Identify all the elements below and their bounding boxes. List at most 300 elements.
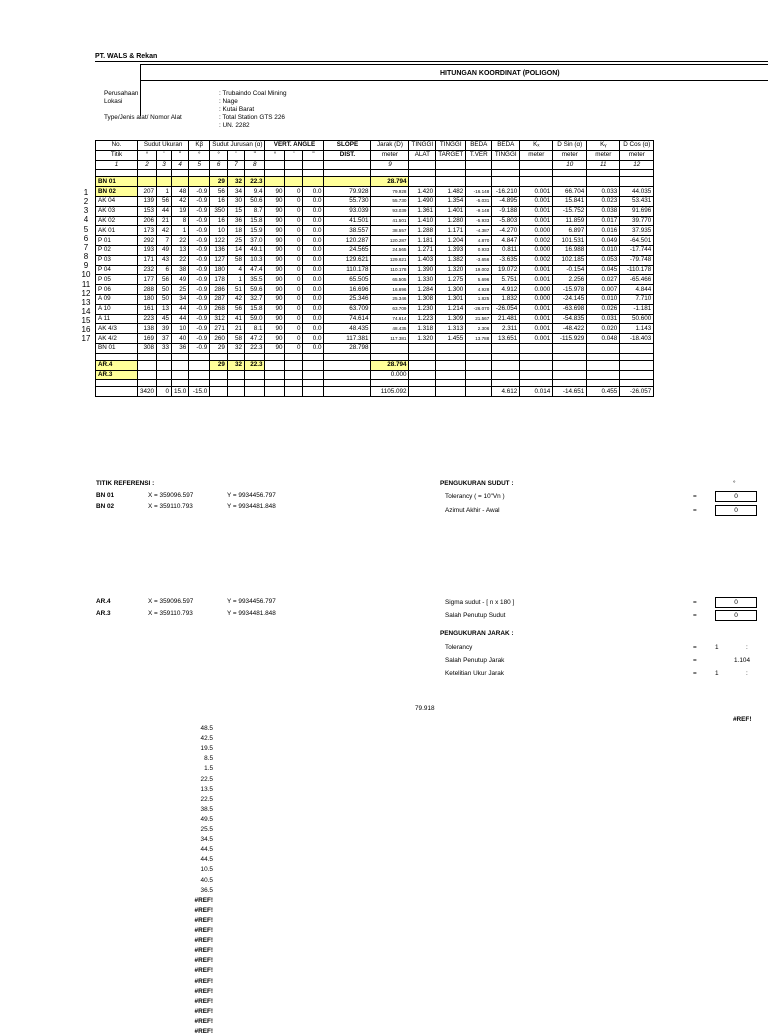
header-cell: T.VER [466,150,492,160]
table-cell: 0.038 [587,206,620,216]
table-cell: -0.9 [189,196,210,206]
table-cell: -110.178 [620,265,654,275]
table-cell: 1.825 [466,294,492,304]
table-cell: 1.171 [436,226,466,236]
table-row [96,324,654,334]
table-cell [492,177,520,187]
table-cell: 0.020 [587,324,620,334]
table-cell [436,387,466,397]
info-values [219,90,287,130]
header-cell: ° [210,150,228,160]
info-value: : Nage [219,98,238,105]
table-cell: 1.223 [409,314,436,324]
table-cell: -26.054 [492,304,520,314]
table-cell: 0.014 [520,387,553,397]
table-cell [466,343,492,353]
column-number: 12 [620,160,654,170]
table-cell: 120.287 [324,236,371,246]
table-cell: 10 [172,324,189,334]
table-cell: 15.8 [244,304,265,314]
table-cell: 0.0 [303,343,324,353]
table-cell: 0.001 [520,187,553,197]
table-cell: 207 [138,187,157,197]
column-value: 13.5 [200,785,213,793]
table-cell: 0.001 [520,216,553,226]
table-cell: 0.0 [303,206,324,216]
info-value: : Kutai Barat [219,106,255,113]
table-cell: 0.016 [587,226,620,236]
sudut-label: Tolerancy ( = 10"Vn ) [445,493,505,500]
column-value: #REF! [194,906,213,914]
table-cell [466,370,492,380]
table-cell: 6.897 [553,226,587,236]
table-cell: 29 [210,360,228,370]
header-cell: TINGGI [492,150,520,160]
header-cell: meter [520,150,553,160]
table-row [96,275,654,285]
table-cell: 0.0 [303,275,324,285]
table-cell: 50.6 [244,196,265,206]
table-row [96,196,654,206]
table-cell: 44 [172,304,189,314]
table-cell: 43 [157,255,172,265]
column-value: #REF! [194,957,213,965]
ref-y: Y = 9934481.848 [227,503,276,510]
table-cell: 0.0 [303,236,324,246]
table-cell: 7 [157,236,172,246]
table-cell: 45 [157,314,172,324]
table-cell [520,343,553,353]
table-cell: 93.039 [324,206,371,216]
header-cell: DIST. [324,150,371,160]
point-name: A 11 [96,314,138,324]
ref-x: X = 359110.793 [148,610,193,617]
table-cell: 0.001 [520,314,553,324]
table-cell [157,170,172,177]
table-cell [553,380,587,387]
table-cell [285,370,303,380]
table-cell: -0.9 [189,314,210,324]
point-name: P 05 [96,275,138,285]
table-cell: 38 [172,265,189,275]
table-cell: 42 [157,226,172,236]
table-cell [409,170,436,177]
table-cell: 0.053 [587,255,620,265]
table-cell: 173 [138,226,157,236]
table-cell: 90 [265,255,285,265]
table-cell: 1.313 [436,324,466,334]
table-cell: 6 [157,265,172,275]
table-cell: 0.0 [303,187,324,197]
table-cell: 47.4 [244,265,265,275]
table-cell: 38.557 [371,226,409,236]
table-cell: 0.0 [303,196,324,206]
table-cell: 16 [210,196,228,206]
info-value: : Total Station GTS 226 [219,114,285,121]
table-cell [520,360,553,370]
table-cell: 36 [172,343,189,353]
table-cell: 122 [210,236,228,246]
table-cell [227,370,244,380]
table-row [96,294,654,304]
table-cell [324,353,371,360]
table-cell [172,353,189,360]
table-cell: 0.000 [520,285,553,295]
table-cell: -5.031 [466,196,492,206]
table-cell: -0.9 [189,187,210,197]
ref-x: X = 359110.793 [148,503,193,510]
table-cell: 4 [227,265,244,275]
header-rule [95,61,768,62]
table-cell: 4.912 [492,285,520,295]
table-cell: 0 [285,206,303,216]
table-cell [492,370,520,380]
point-name: AK 4/3 [96,324,138,334]
table-cell [210,370,228,380]
table-cell: 44 [157,206,172,216]
table-cell: 1.330 [409,275,436,285]
table-cell: 1.309 [436,314,466,324]
column-value: 40.5 [200,876,213,884]
table-cell: 0.001 [520,275,553,285]
table-cell: -1.181 [620,304,654,314]
column-value: #REF! [194,927,213,934]
table-cell: 41.501 [324,216,371,226]
column-number: 4 [172,160,189,170]
point-name: AK 03 [96,206,138,216]
table-cell: 15.9 [244,226,265,236]
spacer-row [96,380,654,387]
table-cell [553,353,587,360]
table-cell [210,353,228,360]
ref-list-2 [96,598,296,622]
table-cell: 1105.092 [371,387,409,397]
column-number: 5 [189,160,210,170]
info-label: Type/Jenis alat/ Nomor Alat [104,114,182,121]
table-cell: 102.185 [553,255,587,265]
table-cell [244,370,265,380]
table-cell: 90 [265,236,285,246]
header-cell: Kβ [189,141,210,151]
table-cell [265,170,285,177]
table-cell: 0 [285,324,303,334]
table-cell: 32.7 [244,294,265,304]
table-cell: 1.382 [436,255,466,265]
table-cell: 22 [172,236,189,246]
sudut-value-box: 0 [715,505,757,516]
table-cell: 1.181 [409,236,436,246]
row-number: 15 [81,316,91,326]
table-cell: 0.001 [520,304,553,314]
table-cell: -115.929 [553,334,587,344]
table-cell: 139 [138,196,157,206]
table-cell: 136 [210,245,228,255]
table-cell: 5.696 [466,275,492,285]
table-cell: 1.301 [436,294,466,304]
table-cell: 8 [172,216,189,226]
column-number: 2 [138,160,157,170]
header-cell: " [172,150,189,160]
table-cell [587,170,620,177]
table-cell: 10.3 [244,255,265,265]
table-cell: 0.0 [303,216,324,226]
header-cell: BEDA [466,141,492,151]
table-cell: -16.148 [466,187,492,197]
table-cell: 0.0 [303,265,324,275]
table-cell [210,387,228,397]
table-cell [244,353,265,360]
table-cell: 180 [138,294,157,304]
table-cell: 50 [157,294,172,304]
point-name: AR.3 [96,370,138,380]
table-cell: 22.3 [244,360,265,370]
table-cell: 13.651 [492,334,520,344]
row-number: 8 [83,252,89,262]
table-cell: 55.730 [371,196,409,206]
table-cell: 29 [210,343,228,353]
table-cell: 32 [227,177,244,187]
table-cell: 13 [172,245,189,255]
table-cell: 0 [285,304,303,314]
table-cell: 56 [227,304,244,314]
table-cell: 0.001 [520,324,553,334]
table-cell [303,353,324,360]
table-cell: 47.2 [244,334,265,344]
sudut-value-box: 0 [715,491,757,502]
point-name: AK 4/2 [96,334,138,344]
table-cell: -0.9 [189,265,210,275]
ref-name: AR.3 [96,610,111,617]
table-cell: 0.001 [520,265,553,275]
table-cell: 138 [138,324,157,334]
table-cell: 1.271 [409,245,436,255]
ref-name: AR.4 [96,598,111,605]
table-row [96,206,654,216]
table-cell: 14 [227,245,244,255]
table-cell: 1.403 [409,255,436,265]
row-number: 14 [81,306,91,316]
table-cell: 37 [157,334,172,344]
table-cell: -26.057 [620,387,654,397]
table-cell: 65.505 [324,275,371,285]
table-cell [620,380,654,387]
jarak-v2: : [746,670,748,677]
header-cell: Titik [96,150,138,160]
header-cell: ' [157,150,172,160]
table-cell [227,353,244,360]
table-cell: 232 [138,265,157,275]
point-name: P 01 [96,236,138,246]
table-cell [265,177,285,187]
table-cell: 0.023 [587,196,620,206]
table-cell [303,360,324,370]
end-row [96,370,654,380]
table-cell [620,370,654,380]
header-cell: BEDA [492,141,520,151]
table-cell: 180 [210,265,228,275]
table-cell [553,370,587,380]
column-number: 6 [210,160,228,170]
table-cell: -15.0 [189,387,210,397]
table-cell: 110.178 [324,265,371,275]
header-cell: TINGGI [436,141,466,151]
table-cell [587,343,620,353]
table-cell: 59.0 [244,314,265,324]
table-cell [157,177,172,187]
table-cell [409,360,436,370]
table-cell: 0.0 [303,226,324,236]
header-cell: meter [553,150,587,160]
table-cell: 0.0 [303,245,324,255]
table-cell: 34 [172,294,189,304]
column-number: 11 [587,160,620,170]
table-row [96,314,654,324]
table-cell: 56 [157,275,172,285]
header-cell: D Cos (α) [620,141,654,151]
table-cell [587,380,620,387]
table-cell: 129.621 [371,255,409,265]
table-cell: 1.230 [409,304,436,314]
table-cell: 22 [172,255,189,265]
table-cell: 0.000 [520,226,553,236]
jarak-v1: 1 [715,670,719,677]
row-number: 2 [83,197,89,207]
header-cell: ° [189,150,210,160]
jarak-label: Ketelitian Ukur Jarak [445,670,504,677]
table-cell [285,387,303,397]
sudut-label: Azimut Akhir - Awal [445,507,500,514]
table-cell [244,170,265,177]
table-cell: 5.751 [492,275,520,285]
point-name: P 04 [96,265,138,275]
point-name: AK 01 [96,226,138,236]
table-cell [492,343,520,353]
row-number: 7 [83,242,89,252]
table-cell: 90 [265,343,285,353]
table-cell: 178 [210,275,228,285]
column-value: #REF! [194,977,213,985]
table-cell [265,387,285,397]
table-cell [285,177,303,187]
table-cell: 1.490 [409,196,436,206]
column-value: 44.5 [200,856,213,864]
jarak-v2: : [746,644,748,651]
table-cell: 0.0 [303,255,324,265]
table-cell [303,370,324,380]
table-cell: 0.811 [492,245,520,255]
point-name: BN 01 [96,343,138,353]
jarak-eq: = [693,670,697,677]
table-cell: 28.794 [371,177,409,187]
table-cell [189,353,210,360]
table-cell: 1.393 [436,245,466,255]
table-cell: 1.204 [436,236,466,246]
sudut-eq: = [693,507,697,514]
table-cell [371,380,409,387]
table-cell: 0.033 [587,187,620,197]
column-value: #REF! [194,997,213,1005]
ref-x: X = 359096.597 [148,598,194,605]
table-cell [96,380,138,387]
table-cell [285,353,303,360]
header-cell: VERT. ANGLE [265,141,324,151]
table-cell: 169 [138,334,157,344]
table-cell: 42 [227,294,244,304]
table-cell [227,380,244,387]
table-cell: 65.505 [371,275,409,285]
table-cell: 0 [285,216,303,226]
table-cell: 0.933 [466,245,492,255]
table-cell: 37.935 [620,226,654,236]
table-cell: 0 [285,285,303,295]
header-cell: Kᵧ [587,141,620,151]
table-cell [466,353,492,360]
table-cell [436,370,466,380]
table-cell: 79.928 [324,187,371,197]
ref-name: BN 02 [96,503,115,510]
table-cell: -9.148 [466,206,492,216]
table-cell: 50 [157,285,172,295]
point-name: AK 02 [96,216,138,226]
table-cell [492,360,520,370]
table-cell [492,353,520,360]
header-cell: " [303,150,324,160]
table-cell [620,177,654,187]
column-value: #REF! [194,896,213,904]
table-cell [587,370,620,380]
table-cell: 44 [172,314,189,324]
table-cell [520,177,553,187]
table-cell: 0.0 [303,304,324,314]
table-cell: -4.387 [466,226,492,236]
row-number: 16 [81,325,91,335]
column-value: 22.5 [200,775,213,783]
table-cell [553,170,587,177]
table-cell: 37.0 [244,236,265,246]
table-cell [409,343,436,353]
table-cell [265,380,285,387]
header-cell: meter [620,150,654,160]
table-cell [371,343,409,353]
table-cell: 0.048 [587,334,620,344]
table-cell: 16.988 [553,245,587,255]
table-cell [620,170,654,177]
table-cell: -0.9 [189,255,210,265]
table-cell: 0.001 [520,196,553,206]
table-cell: 74.614 [324,314,371,324]
table-cell [303,170,324,177]
header-row-1 [96,141,654,151]
table-cell: 0.002 [520,255,553,265]
table-cell: 8.1 [244,324,265,334]
header-cell: SLOPE [324,141,371,151]
table-cell [244,387,265,397]
table-cell: 287 [210,294,228,304]
table-cell [324,170,371,177]
table-cell: 66.704 [553,187,587,197]
table-cell: 0 [285,314,303,324]
table-cell [172,380,189,387]
column-value: 48.5 [200,725,213,732]
table-cell: 44.035 [620,187,654,197]
table-cell: 1.361 [409,206,436,216]
table-cell [303,387,324,397]
polygon-table [95,140,654,397]
column-value: 25.5 [200,826,213,833]
table-cell: 30 [227,196,244,206]
jarak-v2: 1.104 [734,657,750,664]
column-value: 10.5 [200,866,213,874]
